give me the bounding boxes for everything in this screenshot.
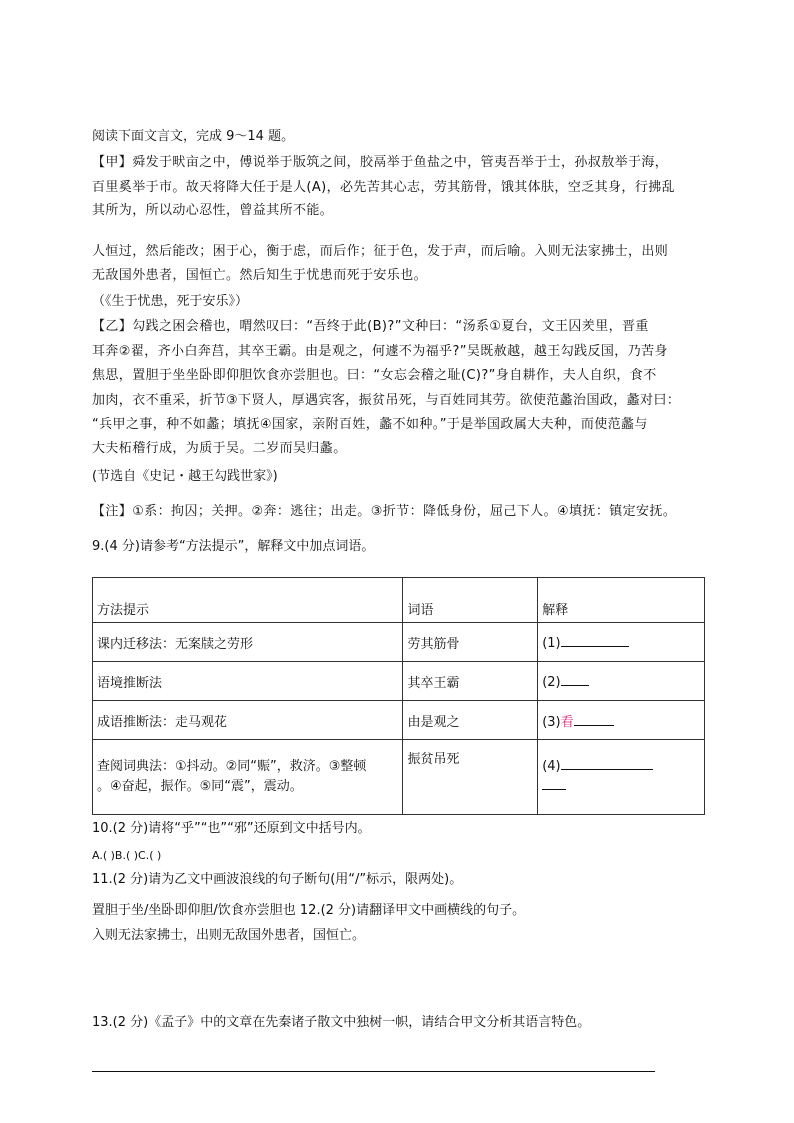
yi-source: (节选自《史记・越王勾践世家》): [92, 469, 278, 484]
word-cell: 其卒王霸: [403, 662, 538, 701]
jia-line: 其所为，所以动心忍性，曾益其所不能。: [92, 203, 334, 218]
jia-source: （《生于忧患，死于安乐》）: [92, 294, 249, 309]
yi-line: “兵甲之事，种不如蠡；填抚④国家，亲附百姓，蠡不如种。”于是举国政属大夫种，而使范蠡与: [92, 417, 648, 432]
method-table: [92, 577, 705, 815]
table-row: [93, 701, 705, 740]
q11-answer: 置胆于坐/坐卧即仰胆/饮食亦尝胆也: [92, 903, 296, 918]
answer-label: (3): [542, 714, 561, 730]
table-row: [93, 662, 705, 701]
q9-prompt: 9.(4 分)请参考“方法提示”，解释文中加点词语。: [92, 539, 375, 554]
method-line: 查阅词典法：①抖动。②同“赈”，救济。③整顿: [97, 759, 367, 774]
q11-prompt: 11.(2 分)请为乙文中画波浪线的句子断句(用“/”标示，限两处)。: [92, 872, 463, 887]
jia-line: 人恒过，然后能改；困于心，衡于虑，而后作；征于色，发于声，而后喻。入则无法家拂士，出则: [92, 244, 669, 259]
jia-line: 【甲】舜发于畎亩之中，傅说举于版筑之间，胶鬲举于鱼盐之中，管夷吾举于士，孙叔敖举于海，: [92, 155, 669, 170]
answer-blank[interactable]: [574, 713, 614, 726]
word-cell: 振贫吊死: [403, 740, 538, 815]
answer-label: (4): [542, 759, 561, 774]
header-explanation: 解释: [538, 578, 705, 623]
q12-prompt: 12.(2 分)请翻译甲文中画横线的句子。: [295, 903, 526, 918]
header-word: 词语: [403, 578, 538, 623]
q12-sentence: 入则无法家拂士，出则无敌国外患者，国恒亡。: [92, 928, 366, 943]
jia-line: 无敌国外患者，国恒亡。然后知生于忧患而死于安乐也。: [92, 268, 428, 283]
method-cell: 课内迁移法：无案牍之劳形: [93, 623, 403, 662]
answer-rule[interactable]: [92, 1071, 655, 1072]
method-cell: 成语推断法：走马观花: [93, 701, 403, 740]
answer-cell[interactable]: [538, 623, 705, 662]
yi-line: 焦思，置胆于坐坐卧即仰胆饮食亦尝胆也。曰：“女忘会稽之耻(C)?”身自耕作，夫人自织，食不: [92, 368, 657, 383]
yi-line: 耳奔②翟，齐小白奔莒，其卒王霸。由是观之，何遽不为福乎?”吴既赦越，越王勾践反国，乃苦身: [92, 344, 668, 359]
method-cell: [93, 740, 403, 815]
answer-cell[interactable]: [538, 740, 705, 815]
answer-value: 看: [560, 714, 574, 730]
intro-line: 阅读下面文言文，完成 9～14 题。: [92, 129, 295, 144]
jia-line: 百里奚举于市。故天将降大任于是人(A)，必先苦其心志，劳其筋骨，饿其体肤，空乏其身，行拂乱: [92, 180, 676, 195]
method-line: 。④奋起，振作。⑤同“震”，震动。: [97, 779, 303, 794]
answer-blank[interactable]: [542, 777, 566, 790]
answer-blank[interactable]: [561, 757, 653, 770]
table-row: [93, 623, 705, 662]
word-cell: 劳其筋骨: [403, 623, 538, 662]
answer-label: (2): [542, 674, 561, 690]
q13-prompt: 13.(2 分)《孟子》中的文章在先秦诸子散文中独树一帜，请结合甲文分析其语言特色。: [92, 1015, 591, 1030]
annotation-note: 【注】①系：拘囚；关押。②奔：逃往；出走。③折节：降低身份，屈己下人。④填抚：镇定安抚。: [92, 504, 677, 519]
yi-line: 【乙】勾践之困会稽也，喟然叹曰：“吾终于此(B)?”文种曰：“汤系①夏台，文王囚羑里，晋重: [92, 319, 649, 334]
answer-label: (1): [542, 635, 561, 651]
answer-blank[interactable]: [561, 634, 629, 647]
yi-line: 大夫柘稽行成，为质于吴。二岁而吴归蠡。: [92, 441, 347, 456]
yi-line: 加肉，衣不重采，折节③下贤人，厚遇宾客，振贫吊死，与百姓同其劳。欲使范蠡治国政，蠡对曰：: [92, 393, 681, 408]
table-header-row: [93, 578, 705, 623]
q11-q12-line: [92, 902, 525, 920]
table-row: [93, 740, 705, 815]
header-method: 方法提示: [93, 578, 403, 623]
answer-cell[interactable]: [538, 662, 705, 701]
answer-cell[interactable]: [538, 701, 705, 740]
answer-blank[interactable]: [561, 673, 589, 686]
q10-answer-line: A.( )B.( )C.( ): [92, 849, 162, 862]
method-cell: 语境推断法: [93, 662, 403, 701]
q10-prompt: 10.(2 分)请将“乎”“也”“邪”还原到文中括号内。: [92, 821, 371, 836]
word-cell: 由是观之: [403, 701, 538, 740]
